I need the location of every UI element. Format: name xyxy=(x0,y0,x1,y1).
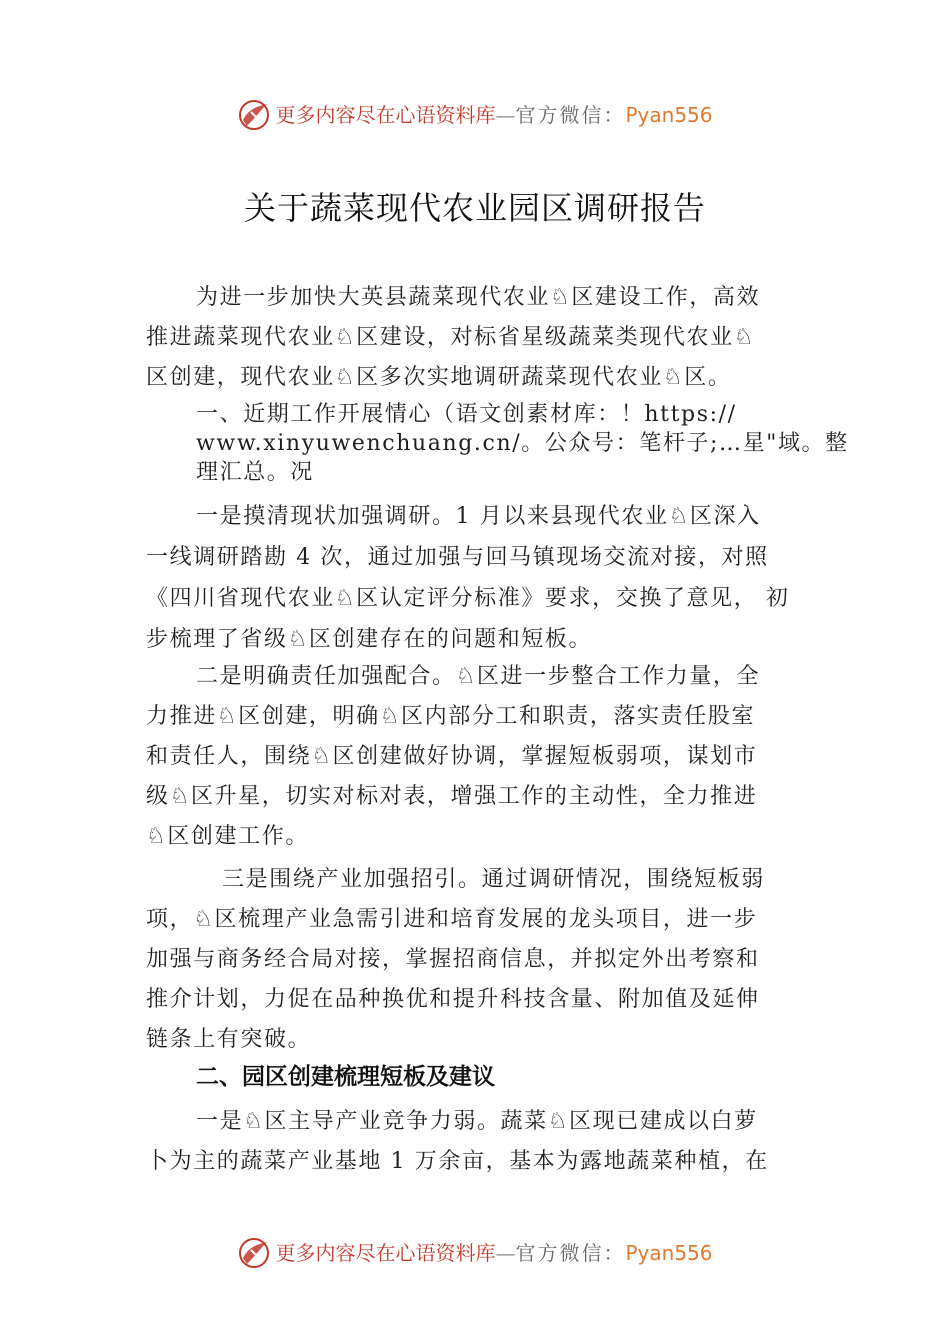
text-line: 推进蔬菜现代农业♘区建设，对标省星级蔬菜类现代农业♘ xyxy=(146,325,756,350)
paragraph-responsibility xyxy=(0,657,760,857)
logo-icon xyxy=(237,98,271,132)
watermark-text: 更多内容尽在心语资料库 xyxy=(275,103,496,127)
document-title: 关于蔬菜现代农业园区调研报告 xyxy=(243,189,706,227)
text-line: 三是围绕产业加强招引。通过调研情况，围绕短板弱 xyxy=(222,867,765,892)
text-line: 一线调研踏勘 4 次，通过加强与回马镇现场交流对接，对照 xyxy=(146,545,769,570)
text-line: 和责任人，围绕♘区创建做好协调，掌握短板弱项，谋划市 xyxy=(146,744,758,769)
text-line: 推介计划，力促在品种换优和提升科技含量、附加值及延伸 xyxy=(146,987,760,1012)
paragraph-intro xyxy=(0,278,760,398)
watermark-label: 官方微信： xyxy=(515,103,626,127)
text-line: 链条上有突破。 xyxy=(146,1027,312,1052)
text-line: 加强与商务经合局对接，掌握招商信息，并拟定外出考察和 xyxy=(146,947,760,972)
watermark-label: 官方微信： xyxy=(515,1241,626,1265)
text-line: 二是明确责任加强配合。♘区进一步整合工作力量，全 xyxy=(196,664,761,689)
text-line: 力推进♘区创建，明确♘区内部分工和职责，落实责任股室 xyxy=(146,704,756,729)
watermark-separator: — xyxy=(495,103,516,127)
text-line: www.xinyuwenchuang.cn/。公众号：笔杆子;…星"域。整 xyxy=(196,431,849,456)
section-heading-1 xyxy=(196,400,849,487)
text-line: 一、近期工作开展情心（语文创素材库：！https:// xyxy=(196,402,737,427)
paragraph-industry xyxy=(0,1102,769,1182)
text-line: 一是♘区主导产业竞争力弱。蔬菜♘区现已建成以白萝 xyxy=(196,1109,758,1134)
watermark-footer xyxy=(0,1236,950,1270)
logo-icon xyxy=(237,1236,271,1270)
text-line: 区创建，现代农业♘区多次实地调研蔬菜现代农业♘区。 xyxy=(146,365,732,390)
text-line: 步梳理了省级♘区创建存在的问题和短板。 xyxy=(146,627,593,652)
text-line: 理汇总。况 xyxy=(196,460,315,485)
text-line: ♘区创建工作。 xyxy=(146,824,309,849)
text-line: 《四川省现代农业♘区认定评分标准》要求，交换了意见， 初 xyxy=(146,586,790,611)
watermark-header xyxy=(0,98,950,132)
paragraph-research xyxy=(0,496,790,660)
watermark-wechat-id: Pyan556 xyxy=(625,103,713,127)
watermark-wechat-id: Pyan556 xyxy=(625,1241,713,1265)
text-line: 级♘区升星，切实对标对表，增强工作的主动性，全力推进 xyxy=(146,784,758,809)
section-heading-2: 二、园区创建梳理短板及建议 xyxy=(196,1064,495,1090)
watermark-separator: — xyxy=(495,1241,516,1265)
text-line: 一是摸清现状加强调研。1 月以来县现代农业♘区深入 xyxy=(196,504,761,529)
text-line: 项，♘区梳理产业急需引进和培育发展的龙头项目，进一步 xyxy=(146,907,758,932)
paragraph-investment xyxy=(0,860,765,1060)
watermark-text: 更多内容尽在心语资料库 xyxy=(275,1241,496,1265)
text-line: 卜为主的蔬菜产业基地 1 万余亩，基本为露地蔬菜种植，在 xyxy=(146,1149,769,1174)
text-line: 为进一步加快大英县蔬菜现代农业♘区建设工作，高效 xyxy=(196,285,761,310)
